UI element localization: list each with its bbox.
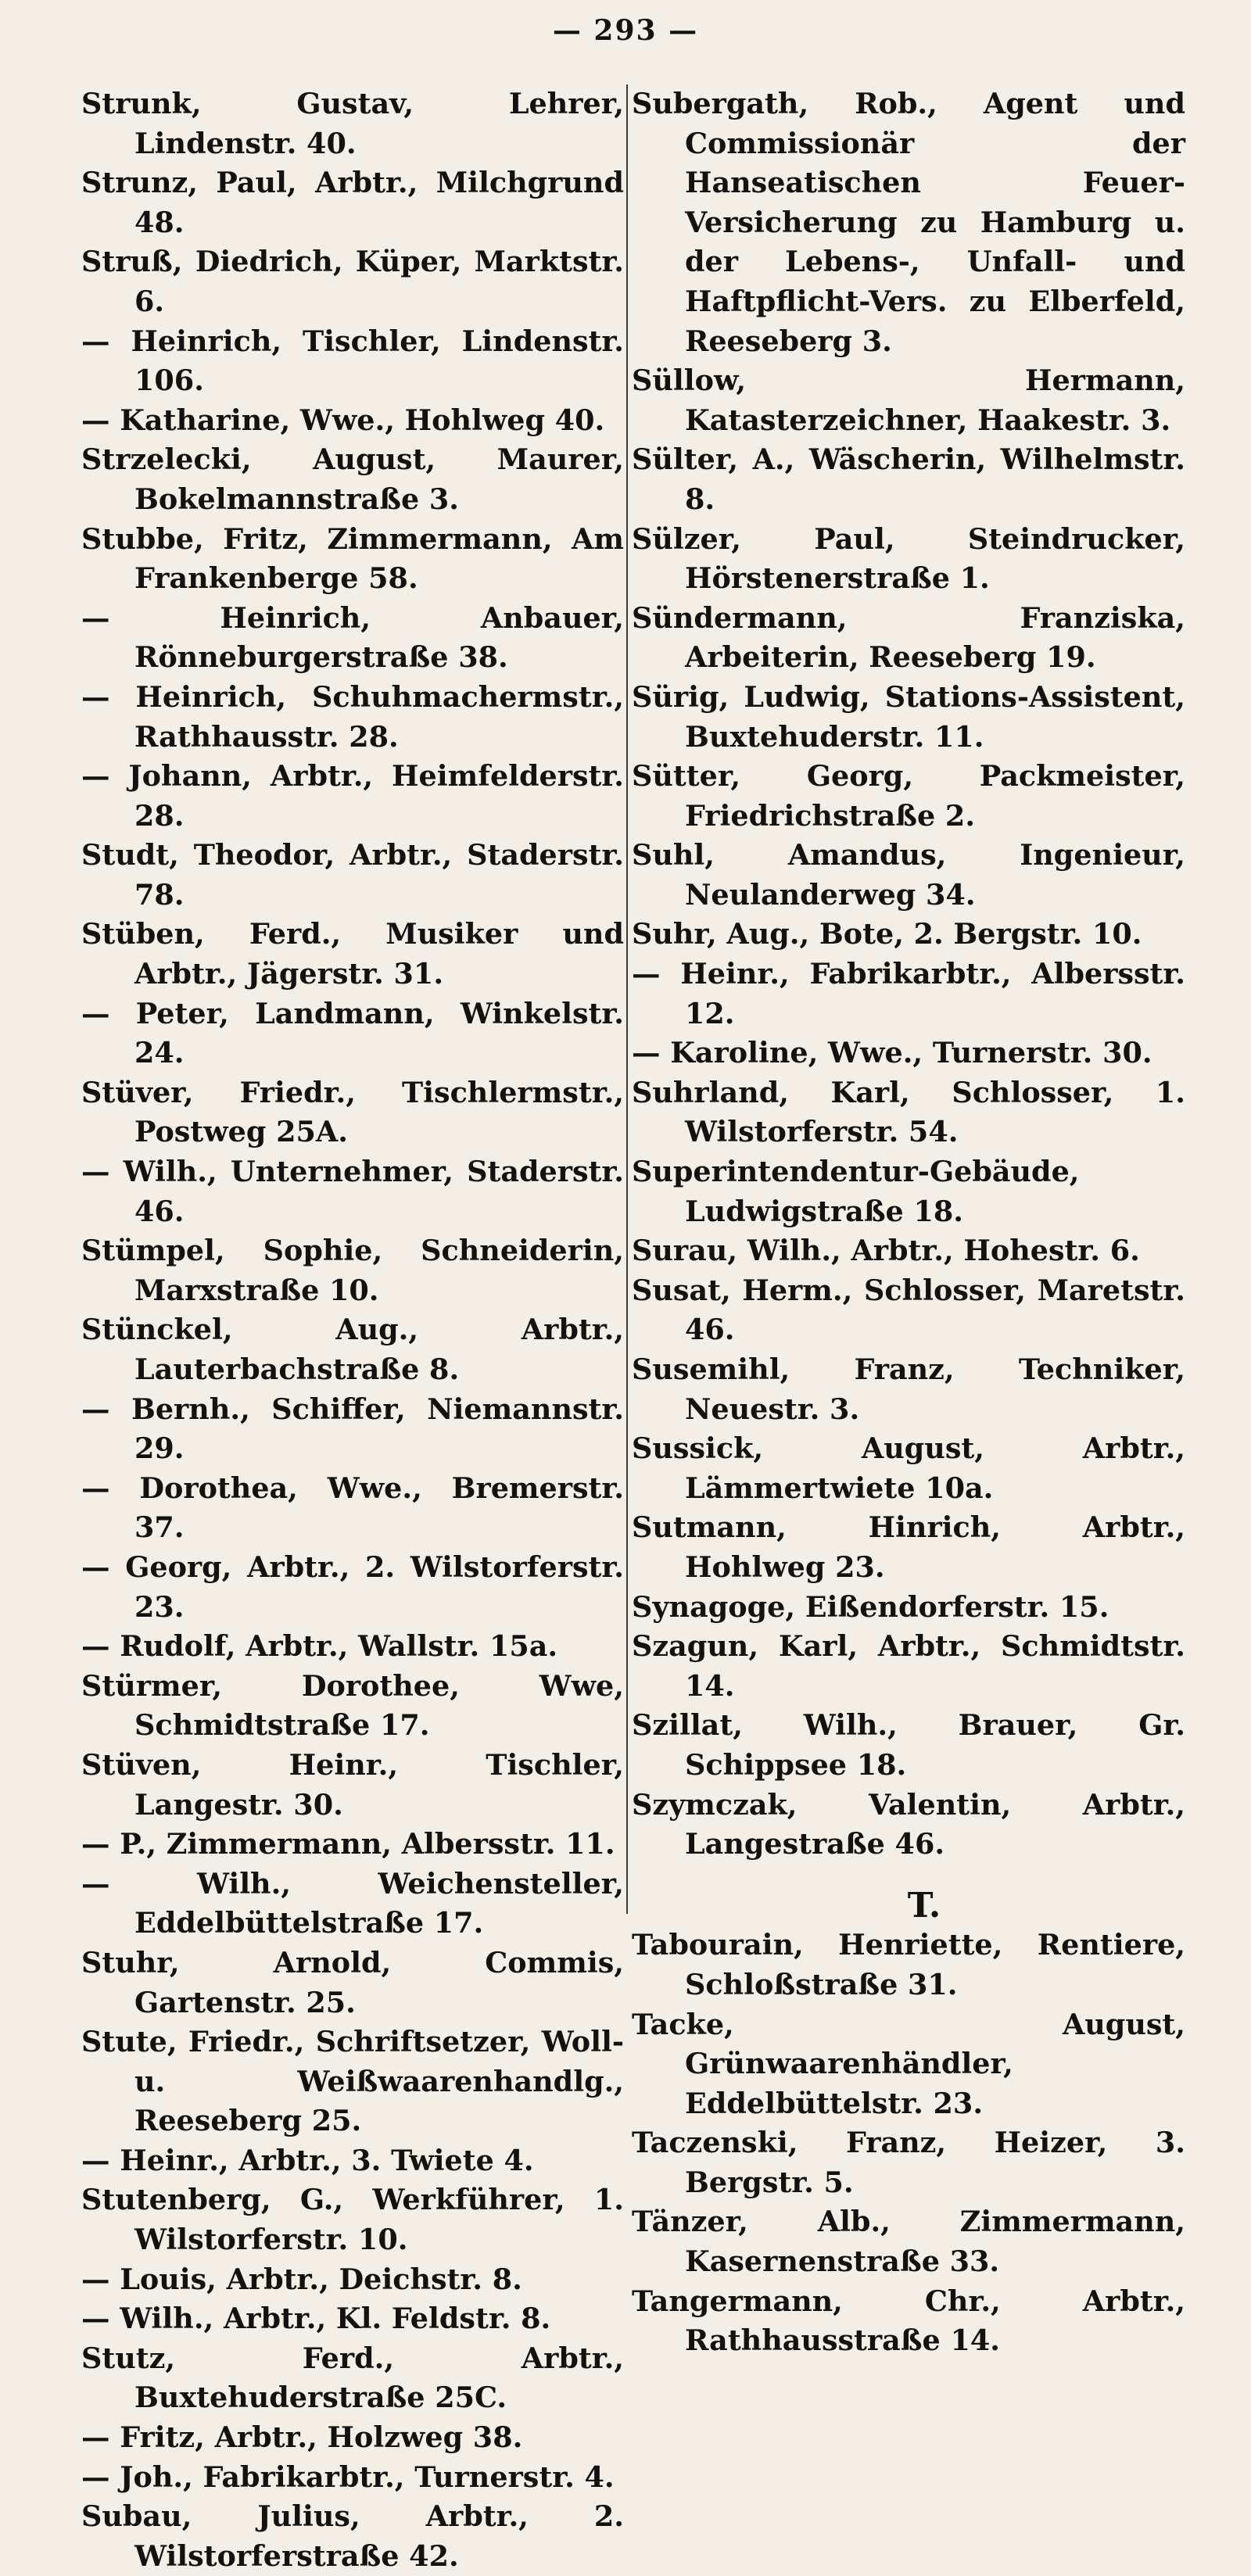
directory-entry: — Karoline, Wwe., Turnerstr. 30. [632, 1036, 1152, 1070]
directory-entry: — Dorothea, Wwe., Bremerstr. 37. [81, 1471, 624, 1545]
directory-entry: Stürmer, Dorothee, Wwe, Schmidtstraße 17. [81, 1668, 624, 1743]
directory-entry: Süllow, Hermann, Katasterzeichner, Haakestr. 3. [632, 364, 1185, 437]
directory-entry: Szagun, Karl, Arbtr., Schmidtstr. 14. [632, 1629, 1185, 1703]
directory-entry: Stüver, Friedr., Tischlermstr., Postweg 25A. [81, 1075, 624, 1149]
directory-entry: Sürig, Ludwig, Stations-Assistent, Buxtehuderstr. 11. [632, 679, 1185, 754]
directory-entry: — Peter, Landmann, Winkelstr. 24. [81, 996, 624, 1070]
directory-entry: Synagoge, Eißendorferstr. 15. [632, 1589, 1109, 1624]
directory-entry: Susemihl, Franz, Techniker, Neuestr. 3. [632, 1352, 1185, 1426]
directory-entry: Subau, Julius, Arbtr., 2. Wilstorferstraße 42. [81, 2499, 624, 2573]
column-divider [626, 84, 628, 1914]
left-column [81, 84, 624, 2576]
directory-entry: Sutmann, Hinrich, Arbtr., Hohlweg 23. [632, 1510, 1185, 1584]
directory-entry: — P., Zimmermann, Albersstr. 11. [81, 1827, 615, 1861]
section-heading: T. [907, 1885, 941, 1926]
directory-entry: Struß, Diedrich, Küper, Marktstr. 6. [81, 245, 624, 318]
directory-entry: Tangermann, Chr., Arbtr., Rathhausstraße 14. [632, 2284, 1185, 2358]
directory-entry: Stubbe, Fritz, Zimmermann, Am Frankenberge 58. [81, 521, 624, 596]
directory-entry: Szymczak, Valentin, Arbtr., Langestraße 46. [632, 1787, 1185, 1861]
directory-entry: — Johann, Arbtr., Heimfelderstr. 28. [81, 759, 624, 833]
directory-entry: Tabourain, Henriette, Rentiere, Schloßstraße 31. [632, 1928, 1185, 2001]
directory-entry: Szillat, Wilh., Brauer, Gr. Schippsee 18. [632, 1708, 1185, 1782]
directory-entry: — Heinr., Fabrikarbtr., Albersstr. 12. [632, 957, 1185, 1030]
directory-entry: Stünckel, Aug., Arbtr., Lauterbachstraße 8. [81, 1313, 624, 1386]
right-column [632, 84, 1185, 2361]
directory-entry: — Louis, Arbtr., Deichstr. 8. [81, 2262, 522, 2296]
directory-entry: — Joh., Fabrikarbtr., Turnerstr. 4. [81, 2460, 615, 2494]
directory-entry: — Heinrich, Anbauer, Rönneburgerstraße 38. [81, 600, 624, 675]
directory-entry: — Wilh., Arbtr., Kl. Feldstr. 8. [81, 2302, 551, 2336]
directory-entry: Stute, Friedr., Schriftsetzer, Woll- u. Weißwaarenhandlg., Reeseberg 25. [81, 2025, 624, 2138]
directory-entry: Surau, Wilh., Arbtr., Hohestr. 6. [632, 1234, 1140, 1268]
directory-entry: Superintendentur-Gebäude, Ludwigstraße 18. [632, 1155, 1080, 1228]
directory-entry: Suhr, Aug., Bote, 2. Bergstr. 10. [632, 917, 1142, 951]
directory-entry: Sündermann, Franziska, Arbeiterin, Reeseberg 19. [632, 600, 1185, 675]
directory-entry: Tänzer, Alb., Zimmermann, Kasernenstraße 33. [632, 2205, 1185, 2279]
directory-entry: Strzelecki, August, Maurer, Bokelmannstraße 3. [81, 442, 624, 516]
page-number: — 293 — [552, 14, 699, 47]
directory-entry: Stutenberg, G., Werkführer, 1. Wilstorferstr. 10. [81, 2183, 624, 2257]
directory-entry: Stüven, Heinr., Tischler, Langestr. 30. [81, 1747, 624, 1822]
directory-entry: Sütter, Georg, Packmeister, Friedrichstraße 2. [632, 759, 1185, 833]
directory-entry: — Katharine, Wwe., Hohlweg 40. [81, 403, 605, 437]
directory-entry: — Heinrich, Tischler, Lindenstr. 106. [81, 324, 624, 398]
directory-entry: Stuhr, Arnold, Commis, Gartenstr. 25. [81, 1945, 624, 2019]
directory-entry: Strunk, Gustav, Lehrer, Lindenstr. 40. [81, 87, 624, 160]
directory-entry: Stüben, Ferd., Musiker und Arbtr., Jägerstr. 31. [81, 917, 624, 991]
directory-entry: Suhl, Amandus, Ingenieur, Neulanderweg 34. [632, 838, 1185, 912]
directory-entry: Susat, Herm., Schlosser, Maretstr. 46. [632, 1273, 1185, 1347]
directory-entry: Stümpel, Sophie, Schneiderin, Marxstraße 10. [81, 1234, 624, 1307]
directory-entry: Subergath, Rob., Agent und Commissionär der Hanseatischen Feuer-Versicherung zu Hamburg u. der Lebens-, Unfall- und Haftpflicht-Vers. zu Elberfeld, Reeseberg 3. [632, 87, 1185, 358]
directory-entry: Strunz, Paul, Arbtr., Milchgrund 48. [81, 166, 624, 239]
directory-entry: Sülter, A., Wäscherin, Wilhelmstr. 8. [632, 442, 1185, 516]
section-spacer [632, 1865, 1185, 1886]
directory-entry: — Heinr., Arbtr., 3. Twiete 4. [81, 2143, 534, 2177]
directory-entry: — Bernh., Schiffer, Niemannstr. 29. [81, 1392, 624, 1466]
directory-entry: — Rudolf, Arbtr., Wallstr. 15a. [81, 1629, 558, 1664]
directory-entry: Studt, Theodor, Arbtr., Staderstr. 78. [81, 838, 624, 912]
directory-entry: Taczenski, Franz, Heizer, 3. Bergstr. 5. [632, 2126, 1185, 2199]
directory-entry: Sussick, August, Arbtr., Lämmertwiete 10a. [632, 1431, 1185, 1505]
directory-entry: Stutz, Ferd., Arbtr., Buxtehuderstraße 25C. [81, 2341, 624, 2415]
directory-entry: — Wilh., Weichensteller, Eddelbüttelstraße 17. [81, 1866, 624, 1940]
directory-entry: Suhrland, Karl, Schlosser, 1. Wilstorferstr. 54. [632, 1075, 1185, 1149]
directory-entry: Tacke, August, Grünwaarenhändler, Eddelbüttelstr. 23. [632, 2007, 1185, 2120]
directory-entry: — Georg, Arbtr., 2. Wilstorferstr. 23. [81, 1550, 624, 1624]
directory-entry: — Heinrich, Schuhmachermstr., Rathhausstr. 28. [81, 679, 624, 754]
directory-entry: Sülzer, Paul, Steindrucker, Hörstenerstraße 1. [632, 521, 1185, 596]
directory-entry: — Wilh., Unternehmer, Staderstr. 46. [81, 1155, 624, 1228]
directory-entry: — Fritz, Arbtr., Holzweg 38. [81, 2420, 523, 2455]
